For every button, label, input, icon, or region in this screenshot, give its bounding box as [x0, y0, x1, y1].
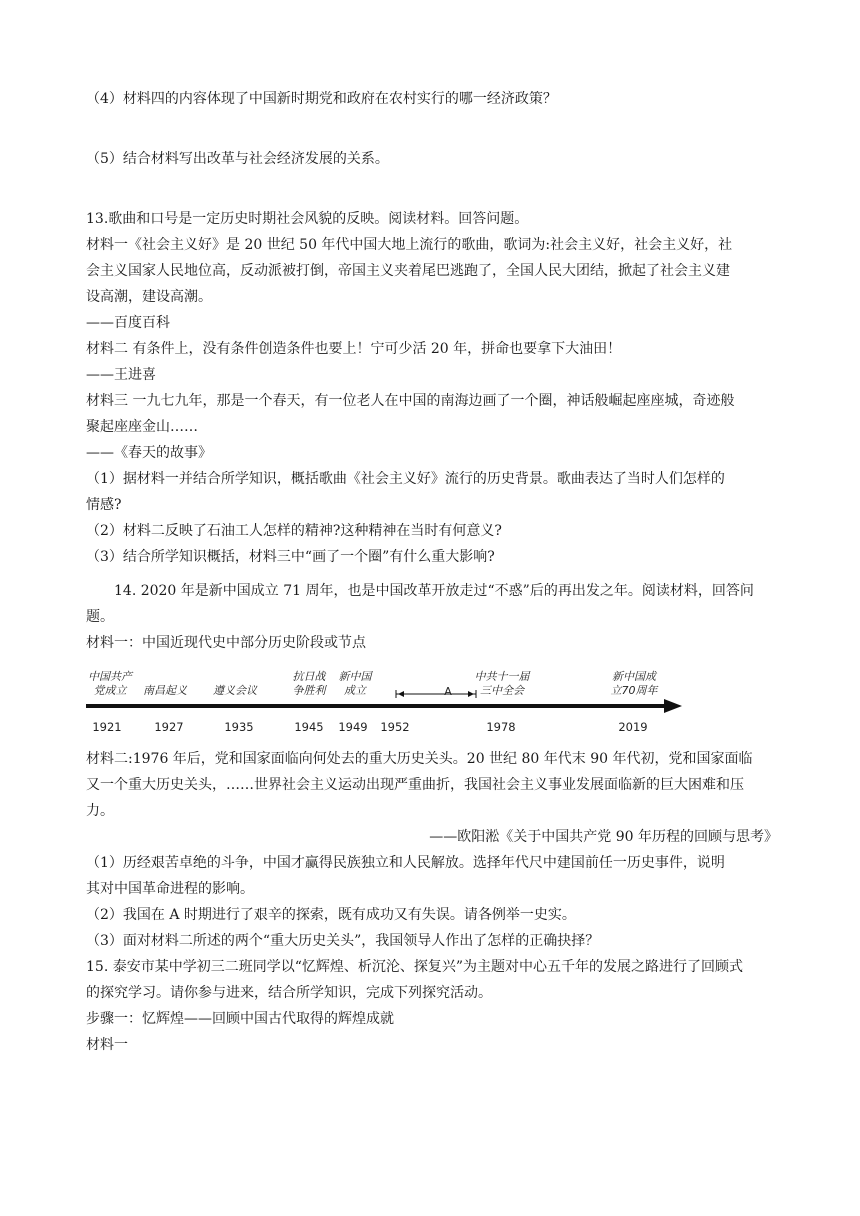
- q13-sub3: （3）结合所学知识概括，材料三中“画了一个圈”有什么重大影响?: [86, 549, 495, 565]
- q13-sub1-line1: （1）据材料一并结合所学知识，概括歌曲《社会主义好》流行的历史背景。歌曲表达了当时人们怎样的: [86, 471, 725, 487]
- timeline-figure: [86, 660, 778, 740]
- timeline-label-2019: 新中国成 立70周年: [610, 670, 658, 697]
- q13-material3-line1: 材料三 一九七九年，那是一个春天，有一位老人在中国的南海边画了一个圈，神话般崛起座座城，奇迹般: [86, 393, 735, 409]
- q13-material2: 材料二 有条件上，没有条件创造条件也要上！宁可少活 20 年，拼命也要拿下大油田！: [86, 341, 622, 357]
- q12-sub5: （5）结合材料写出改革与社会经济发展的关系。: [86, 151, 389, 167]
- timeline-year-1945: 1945: [294, 720, 324, 734]
- q14-sub2: （2）我国在 A 时期进行了艰辛的探索，既有成功又有失误。请各例举一史实。: [86, 907, 576, 923]
- timeline-year-1952: 1952: [380, 720, 410, 734]
- document-page: [86, 86, 778, 1058]
- q13-sub1-line2: 情感?: [86, 497, 122, 513]
- q14-stem-line1: 14. 2020 年是新中国成立 71 周年，也是中国改革开放走过“不惑”后的再出发之年。阅读材料，回答问: [114, 583, 754, 599]
- q13-stem: 13.歌曲和口号是一定历史时期社会风貌的反映。阅读材料。回答问题。: [86, 211, 529, 227]
- q13-material3-source: ——《春天的故事》: [86, 445, 212, 461]
- q13-material3-line2: 聚起座座金山……: [86, 419, 198, 435]
- q14-material2-line1: 材料二:1976 年后，党和国家面临向何处去的重大历史关头。20 世纪 80 年代末 90 年代初，党和国家面临: [86, 751, 753, 767]
- q13-material2-source: ——王进喜: [86, 367, 156, 383]
- q13-material1-line1: 材料一《社会主义好》是 20 世纪 50 年代中国大地上流行的歌曲，歌词为:社会主义好，社会主义好，社: [86, 237, 733, 253]
- timeline-year-1978: 1978: [486, 720, 516, 734]
- q14-material2-line2: 又一个重大历史关头，……世界社会主义运动出现严重曲折，我国社会主义事业发展面临新的巨大困难和压: [86, 777, 744, 793]
- q13-sub2: （2）材料二反映了石油工人怎样的精神?这种精神在当时有何意义?: [86, 523, 502, 539]
- q12-sub4: （4）材料四的内容体现了中国新时期党和政府在农村实行的哪一经济政策？: [86, 91, 557, 107]
- q14-material1: 材料一：中国近现代史中部分历史阶段或节点: [86, 635, 366, 651]
- timeline-label-1949: 新中国 成立: [338, 670, 372, 697]
- q14-sub3: （3）面对材料二所述的两个“重大历史关头”，我国领导人作出了怎样的正确抉择？: [86, 933, 600, 949]
- timeline-year-1949: 1949: [338, 720, 368, 734]
- timeline-year-1921: 1921: [92, 720, 122, 734]
- timeline-year-1927: 1927: [154, 720, 184, 734]
- timeline-label-a: A: [444, 685, 452, 698]
- q13-material1-line2: 会主义国家人民地位高，反动派被打倒，帝国主义夹着尾巴逃跑了，全国人民大团结，掀起了社会主义建: [86, 263, 730, 279]
- timeline-year-2019: 2019: [618, 720, 648, 734]
- timeline-year-1935: 1935: [224, 720, 254, 734]
- timeline-label-1978: 中共十一届 三中全会: [474, 670, 530, 697]
- q14-sub1-line1: （1）历经艰苦卓绝的斗争，中国才赢得民族独立和人民解放。选择年代尺中建国前任一历史事件，说明: [86, 855, 725, 871]
- q13-material1-source: ——百度百科: [86, 315, 170, 331]
- q15-stem-line1: 15. 泰安市某中学初三二班同学以“忆辉煌、析沉沦、探复兴”为主题对中心五千年的发展之路进行了回顾式: [86, 959, 744, 975]
- timeline-label-1927: 南昌起义: [143, 684, 187, 697]
- q15-material1: 材料一: [86, 1037, 128, 1053]
- q14-stem-line2: 题。: [86, 609, 114, 625]
- timeline-label-1945: 抗日战 争胜利: [292, 670, 326, 697]
- q13-material1-line3: 设高潮，建设高潮。: [86, 289, 212, 305]
- q14-material2-source: ——欧阳淞《关于中国共产党 90 年历程的回顾与思考》: [429, 829, 778, 845]
- q15-step1: 步骤一：忆辉煌——回顾中国古代取得的辉煌成就: [86, 1011, 394, 1027]
- q15-stem-line2: 的探究学习。请你参与进来，结合所学知识，完成下列探究活动。: [86, 985, 492, 1001]
- q14-material2-line3: 力。: [86, 803, 114, 819]
- q14-sub1-line2: 其对中国革命进程的影响。: [86, 881, 254, 897]
- timeline-label-1921: 中国共产 党成立: [88, 670, 132, 697]
- timeline-label-1935: 遵义会议: [213, 684, 257, 697]
